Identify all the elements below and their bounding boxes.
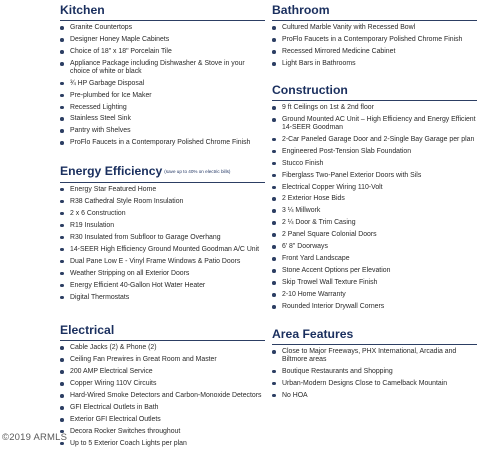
feature-item bbox=[60, 356, 265, 364]
section-divider bbox=[60, 340, 265, 341]
feature-item bbox=[60, 24, 265, 32]
bullet-icon bbox=[272, 174, 276, 178]
feature-item bbox=[272, 303, 477, 311]
feature-text: 14-SEER High Efficiency Ground Mounted Goodman A/C Unit bbox=[70, 245, 260, 253]
feature-text: Cultured Marble Vanity with Recessed Bowl bbox=[282, 24, 416, 31]
feature-text: Pre-plumbed for Ice Maker bbox=[70, 91, 152, 99]
section-title: Kitchen bbox=[60, 3, 105, 17]
feature-text: Recessed Lighting bbox=[70, 103, 127, 111]
feature-list bbox=[60, 186, 265, 301]
feature-text: Stucco Finish bbox=[282, 159, 324, 167]
feature-text: R30 Insulated from Subfloor to Garage Overhang bbox=[70, 233, 221, 241]
feature-text: 2 Exterior Hose Bids bbox=[282, 195, 345, 203]
feature-text: ProFlo Faucets in a Contemporary Polished Chrome Finish bbox=[70, 139, 251, 147]
feature-item bbox=[60, 104, 265, 112]
bullet-icon bbox=[60, 370, 64, 374]
bullet-icon bbox=[272, 118, 276, 122]
bullet-icon bbox=[60, 50, 64, 54]
feature-item bbox=[272, 48, 477, 56]
feature-text: Hard-Wired Smoke Detectors and Carbon-Monoxide Detectors bbox=[70, 391, 262, 399]
feature-item bbox=[272, 172, 477, 180]
bullet-icon bbox=[60, 117, 64, 121]
bullet-icon bbox=[60, 106, 64, 110]
feature-text: 2-Car Paneled Garage Door and 2-Single Bay Garage per plan bbox=[282, 135, 475, 143]
feature-item bbox=[272, 60, 477, 68]
feature-item bbox=[272, 104, 477, 112]
feature-item bbox=[60, 380, 265, 388]
bullet-icon bbox=[60, 26, 64, 30]
feature-item bbox=[60, 416, 265, 424]
feature-item bbox=[60, 282, 265, 290]
feature-list bbox=[60, 344, 265, 447]
feature-text: Decora Rocker Switches throughout bbox=[70, 427, 181, 435]
bullet-icon bbox=[272, 162, 276, 166]
feature-text: Energy Star Featured Home bbox=[70, 185, 157, 193]
feature-text: Exterior GFI Electrical Outlets bbox=[70, 415, 161, 423]
feature-item bbox=[60, 60, 265, 75]
bullet-icon bbox=[60, 62, 64, 66]
section-energy-efficiency bbox=[60, 164, 265, 306]
bullet-icon bbox=[60, 296, 64, 300]
section-title: Electrical bbox=[60, 323, 115, 337]
section-divider bbox=[60, 20, 265, 21]
feature-text: Granite Countertops bbox=[70, 24, 133, 31]
feature-text: No HOA bbox=[282, 391, 308, 399]
feature-item bbox=[60, 428, 265, 436]
bullet-icon bbox=[272, 50, 276, 54]
feature-text: Urban-Modern Designs Close to Camelback Mountain bbox=[282, 379, 448, 387]
bullet-icon bbox=[272, 257, 276, 261]
feature-item bbox=[60, 440, 265, 448]
bullet-icon bbox=[272, 106, 276, 110]
bullet-icon bbox=[272, 150, 276, 154]
feature-list bbox=[272, 24, 477, 68]
feature-item bbox=[60, 198, 265, 206]
feature-text: Weather Stripping on all Exterior Doors bbox=[70, 269, 190, 277]
feature-item bbox=[272, 116, 477, 131]
feature-text: Engineered Post-Tension Slab Foundation bbox=[282, 147, 412, 155]
feature-item bbox=[272, 195, 477, 203]
feature-item bbox=[60, 48, 265, 56]
section-divider bbox=[272, 100, 477, 101]
bullet-icon bbox=[272, 138, 276, 142]
bullet-icon bbox=[60, 272, 64, 276]
feature-text: 9 ft Ceilings on 1st & 2nd floor bbox=[282, 104, 374, 111]
feature-text: Boutique Restaurants and Shopping bbox=[282, 367, 393, 375]
feature-text: Electrical Copper Wiring 110-Volt bbox=[282, 183, 383, 191]
feature-item bbox=[272, 255, 477, 263]
feature-text: Pantry with Shelves bbox=[70, 127, 131, 135]
feature-text: Stone Accent Options per Elevation bbox=[282, 267, 391, 275]
feature-item bbox=[60, 115, 265, 123]
bullet-icon bbox=[60, 418, 64, 422]
bullet-icon bbox=[272, 245, 276, 249]
section-title: Energy Efficiency bbox=[60, 164, 163, 178]
bullet-icon bbox=[60, 188, 64, 192]
feature-text: 200 AMP Electrical Service bbox=[70, 367, 153, 375]
feature-item bbox=[272, 348, 477, 363]
feature-item bbox=[272, 36, 477, 44]
feature-text: Stainless Steel Sink bbox=[70, 115, 131, 123]
section-kitchen bbox=[60, 3, 265, 151]
bullet-icon bbox=[60, 141, 64, 145]
bullet-icon bbox=[272, 281, 276, 285]
feature-list bbox=[60, 24, 265, 147]
feature-text: ¾ HP Garbage Disposal bbox=[70, 79, 145, 87]
section-title: Area Features bbox=[272, 327, 354, 341]
bullet-icon bbox=[272, 62, 276, 66]
feature-item bbox=[60, 210, 265, 218]
bullet-icon bbox=[272, 382, 276, 386]
section-heading bbox=[272, 327, 477, 341]
feature-item bbox=[272, 160, 477, 168]
feature-text: Dual Pane Low E - Vinyl Frame Windows & Patio Doors bbox=[70, 257, 241, 265]
feature-item bbox=[60, 368, 265, 376]
section-electrical bbox=[60, 323, 265, 452]
feature-item bbox=[60, 404, 265, 412]
feature-item bbox=[272, 184, 477, 192]
feature-item bbox=[60, 36, 265, 44]
bullet-icon bbox=[272, 394, 276, 398]
feature-item bbox=[272, 368, 477, 376]
section-title: Construction bbox=[272, 83, 348, 97]
bullet-icon bbox=[272, 233, 276, 237]
feature-item bbox=[272, 267, 477, 275]
feature-text: 2 Panel Square Colonial Doors bbox=[282, 231, 377, 239]
section-heading bbox=[60, 3, 265, 17]
feature-item bbox=[272, 219, 477, 227]
bullet-icon bbox=[60, 38, 64, 42]
feature-text: Designer Honey Maple Cabinets bbox=[70, 35, 170, 43]
bullet-icon bbox=[60, 129, 64, 133]
feature-text: Appliance Package including Dishwasher & Stove in your choice of white or black bbox=[70, 59, 245, 75]
feature-list bbox=[272, 348, 477, 399]
feature-item bbox=[272, 380, 477, 388]
feature-item bbox=[60, 186, 265, 194]
bullet-icon bbox=[60, 346, 64, 350]
section-title: Bathroom bbox=[272, 3, 330, 17]
feature-item bbox=[60, 222, 265, 230]
feature-text: Fiberglass Two-Panel Exterior Doors with Sils bbox=[282, 171, 422, 179]
copyright-watermark: ©2019 ARMLS bbox=[2, 432, 68, 443]
bullet-icon bbox=[272, 293, 276, 297]
bullet-icon bbox=[60, 394, 64, 398]
feature-item bbox=[60, 80, 265, 88]
feature-text: Ceiling Fan Prewires in Great Room and Master bbox=[70, 355, 217, 363]
bullet-icon bbox=[60, 260, 64, 264]
section-divider bbox=[272, 344, 477, 345]
feature-text: Up to 5 Exterior Coach Lights per plan bbox=[70, 439, 187, 447]
feature-text: 2-10 Home Warranty bbox=[282, 291, 346, 299]
feature-item bbox=[60, 92, 265, 100]
feature-text: R38 Cathedral Style Room Insulation bbox=[70, 197, 184, 205]
bullet-icon bbox=[60, 358, 64, 362]
bullet-icon bbox=[272, 221, 276, 225]
feature-text: Front Yard Landscape bbox=[282, 255, 350, 263]
section-note: (save up to 40% on electric bills) bbox=[164, 168, 231, 174]
bullet-icon bbox=[60, 382, 64, 386]
feature-item bbox=[272, 291, 477, 299]
bullet-icon bbox=[60, 236, 64, 240]
bullet-icon bbox=[60, 94, 64, 98]
section-divider bbox=[60, 182, 265, 183]
feature-text: Light Bars in Bathrooms bbox=[282, 59, 356, 67]
feature-item bbox=[272, 392, 477, 400]
feature-text: Copper Wiring 110V Circuits bbox=[70, 379, 157, 387]
feature-text: 2 ¼ Door & Trim Casing bbox=[282, 219, 356, 227]
feature-item bbox=[272, 243, 477, 251]
feature-text: Choice of 18" x 18" Porcelain Tile bbox=[70, 47, 172, 55]
bullet-icon bbox=[60, 248, 64, 252]
bullet-icon bbox=[272, 370, 276, 374]
bullet-icon bbox=[272, 209, 276, 213]
section-heading bbox=[60, 164, 265, 179]
feature-item bbox=[60, 127, 265, 135]
feature-text: Rounded Interior Drywall Corners bbox=[282, 303, 385, 311]
section-area-features bbox=[272, 327, 477, 404]
feature-list bbox=[272, 104, 477, 311]
feature-item bbox=[272, 24, 477, 32]
feature-text: Energy Efficient 40-Gallon Hot Water Heater bbox=[70, 281, 206, 289]
feature-text: Ground Mounted AC Unit – High Efficiency and Energy Efficient 14-SEER Goodman bbox=[282, 115, 476, 131]
bullet-icon bbox=[272, 305, 276, 309]
feature-item bbox=[272, 148, 477, 156]
feature-item bbox=[60, 246, 265, 254]
bullet-icon bbox=[272, 186, 276, 190]
bullet-icon bbox=[272, 350, 276, 354]
feature-item bbox=[272, 207, 477, 215]
bullet-icon bbox=[272, 38, 276, 42]
bullet-icon bbox=[60, 284, 64, 288]
feature-item bbox=[60, 294, 265, 302]
feature-item bbox=[60, 139, 265, 147]
section-heading bbox=[272, 83, 477, 97]
feature-item bbox=[60, 258, 265, 266]
bullet-icon bbox=[60, 82, 64, 86]
feature-text: R19 Insulation bbox=[70, 221, 115, 229]
feature-item bbox=[60, 344, 265, 352]
feature-item bbox=[60, 392, 265, 400]
section-bathroom bbox=[272, 3, 477, 72]
feature-item bbox=[272, 279, 477, 287]
section-heading bbox=[272, 3, 477, 17]
feature-text: Cable Jacks (2) & Phone (2) bbox=[70, 344, 157, 351]
feature-text: GFI Electrical Outlets in Bath bbox=[70, 403, 159, 411]
bullet-icon bbox=[60, 212, 64, 216]
feature-item bbox=[60, 234, 265, 242]
feature-text: Digital Thermostats bbox=[70, 293, 130, 301]
section-construction bbox=[272, 83, 477, 315]
feature-text: 3 ¼ Millwork bbox=[282, 207, 321, 215]
bullet-icon bbox=[272, 197, 276, 201]
section-heading bbox=[60, 323, 265, 337]
bullet-icon bbox=[60, 406, 64, 410]
feature-text: Recessed Mirrored Medicine Cabinet bbox=[282, 47, 396, 55]
bullet-icon bbox=[272, 26, 276, 30]
feature-text: 2 x 6 Construction bbox=[70, 209, 126, 217]
feature-item bbox=[272, 136, 477, 144]
feature-text: ProFlo Faucets in a Contemporary Polished Chrome Finish bbox=[282, 35, 463, 43]
feature-item bbox=[60, 270, 265, 278]
feature-text: 6' 8" Doorways bbox=[282, 243, 328, 251]
section-divider bbox=[272, 20, 477, 21]
bullet-icon bbox=[272, 269, 276, 273]
bullet-icon bbox=[60, 200, 64, 204]
feature-text: Close to Major Freeways, PHX International, Arcadia and Biltmore areas bbox=[282, 348, 457, 363]
feature-text: Skip Trowel Wall Texture Finish bbox=[282, 279, 378, 287]
bullet-icon bbox=[60, 224, 64, 228]
feature-item bbox=[272, 231, 477, 239]
